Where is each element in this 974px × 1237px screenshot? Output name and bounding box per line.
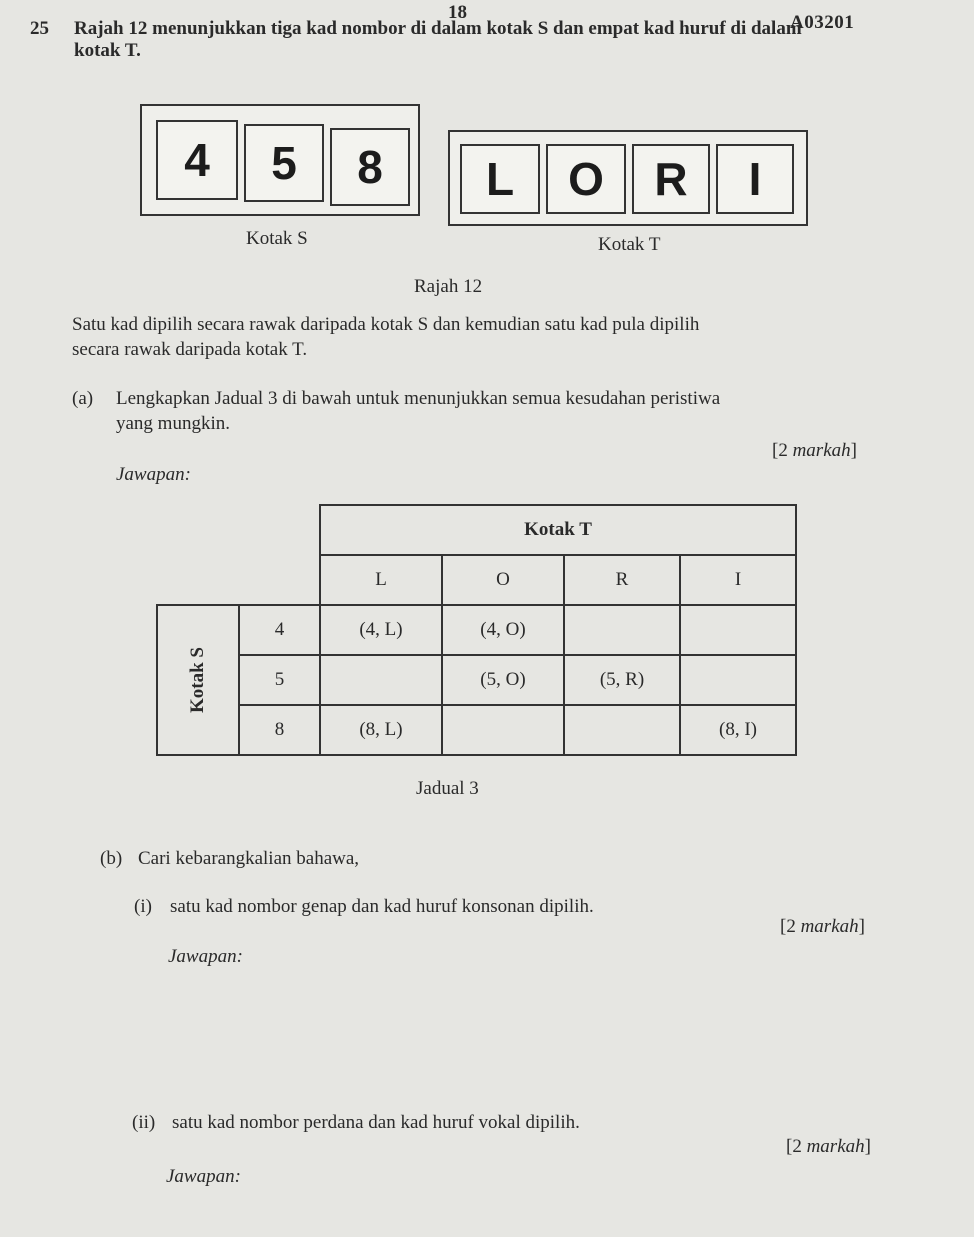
- part-a-label: (a): [72, 388, 94, 409]
- letter-card: L: [460, 144, 540, 214]
- table-col-header: I: [680, 555, 796, 605]
- table-row-header: 8: [239, 705, 320, 755]
- table-cell: (8, L): [320, 705, 442, 755]
- table-col-header: L: [320, 555, 442, 605]
- intro-line-2: secara rawak daripada kotak T.: [72, 339, 308, 360]
- part-b-ii-answer-label: Jawapan:: [166, 1166, 241, 1187]
- letter-card: R: [632, 144, 710, 214]
- part-a-marks: [2 markah]: [772, 440, 857, 461]
- table-col-group-header: Kotak T: [320, 505, 796, 555]
- question-stem: [74, 18, 874, 62]
- box-s-label: Kotak S: [246, 228, 308, 249]
- table-row-header: 5: [239, 655, 320, 705]
- page-number: 18: [448, 2, 467, 23]
- number-card: 8: [330, 128, 410, 206]
- marks-word: markah: [792, 440, 851, 461]
- table-row-group-header: Kotak S: [157, 605, 239, 755]
- table-row-header: 4: [239, 605, 320, 655]
- letter-card: I: [716, 144, 794, 214]
- part-b-i-answer-label: Jawapan:: [168, 946, 243, 967]
- part-b-i-text: satu kad nombor genap dan kad huruf konsonan dipilih.: [170, 896, 594, 917]
- part-b-label: (b): [100, 848, 123, 869]
- box-s: [140, 104, 420, 216]
- figure-caption: Rajah 12: [414, 276, 483, 297]
- part-a-line-1: Lengkapkan Jadual 3 di bawah untuk menunjukkan semua kesudahan peristiwa: [116, 388, 721, 409]
- table-col-header: O: [442, 555, 564, 605]
- part-a-line-2: yang mungkin.: [116, 413, 230, 434]
- outcome-table: [156, 504, 797, 756]
- box-t: [448, 130, 808, 226]
- table-cell: (4, L): [320, 605, 442, 655]
- table-cell: (8, I): [680, 705, 796, 755]
- box-t-label: Kotak T: [598, 234, 661, 255]
- question-number: 25: [30, 18, 49, 39]
- table-cell: (5, R): [564, 655, 680, 705]
- part-a-answer-label: Jawapan:: [116, 464, 191, 485]
- part-b-i-label: (i): [134, 896, 152, 917]
- letter-card: O: [546, 144, 626, 214]
- intro-line-1: Satu kad dipilih secara rawak daripada kotak S dan kemudian satu kad pula dipilih: [72, 314, 700, 335]
- table-row: [157, 655, 796, 705]
- part-b-ii-label: (ii): [132, 1112, 156, 1133]
- table-cell: (5, O): [442, 655, 564, 705]
- stem-line-2: kotak T.: [74, 40, 141, 61]
- number-card: 4: [156, 120, 238, 200]
- part-b-i-marks: [2 markah]: [780, 916, 865, 937]
- marks-number: 2: [778, 440, 788, 461]
- table-cell: (4, O): [442, 605, 564, 655]
- table-cell[interactable]: [680, 655, 796, 705]
- table-row: [157, 705, 796, 755]
- paper-code: A03201: [790, 12, 855, 33]
- table-cell[interactable]: [564, 605, 680, 655]
- table-cell[interactable]: [320, 655, 442, 705]
- part-b-text: Cari kebarangkalian bahawa,: [138, 848, 360, 869]
- table-caption: Jadual 3: [416, 778, 479, 799]
- part-b-ii-text: satu kad nombor perdana dan kad huruf vokal dipilih.: [172, 1112, 580, 1133]
- part-a-text: [116, 386, 896, 436]
- stem-line-1: Rajah 12 menunjukkan tiga kad nombor di dalam kotak S dan empat kad huruf di dalam: [74, 18, 802, 39]
- part-b-ii-marks: [2 markah]: [786, 1136, 871, 1157]
- table-col-header: R: [564, 555, 680, 605]
- table-cell[interactable]: [442, 705, 564, 755]
- table-cell[interactable]: [680, 605, 796, 655]
- table-row: [157, 605, 796, 655]
- number-card: 5: [244, 124, 324, 202]
- table-cell[interactable]: [564, 705, 680, 755]
- intro-text: [72, 312, 892, 362]
